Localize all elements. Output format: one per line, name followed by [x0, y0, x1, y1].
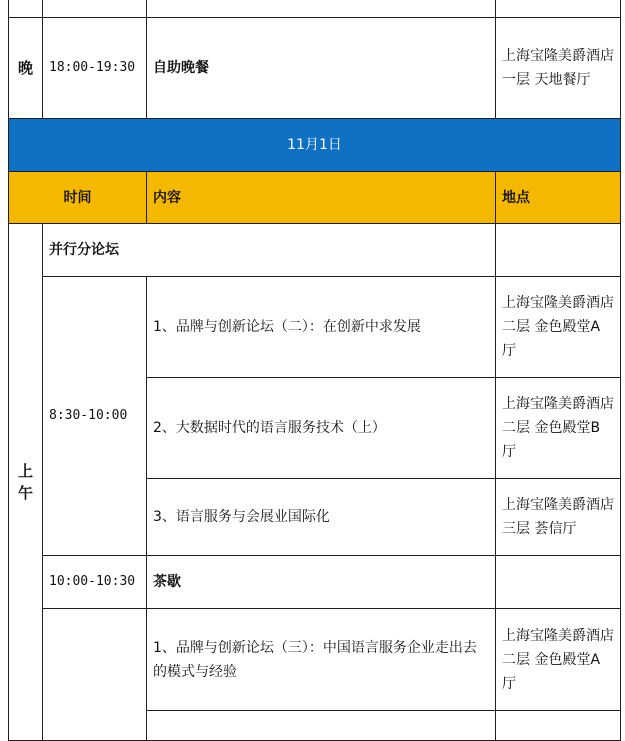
header-place: 地点 [496, 172, 621, 224]
forum-item-row [9, 609, 621, 711]
cell-empty [147, 0, 496, 18]
content-evening: 自助晚餐 [147, 18, 496, 119]
cell-empty [496, 711, 621, 741]
previous-row-tail [9, 0, 621, 18]
forum-item-content: 2、大数据时代的语言服务技术（上） [147, 378, 496, 479]
forum-item-place: 上海宝隆美爵酒店二层 金色殿堂A厅 [496, 277, 621, 378]
forum-item-content: 1、品牌与创新论坛（二）：在创新中求发展 [147, 277, 496, 378]
header-time: 时间 [9, 172, 147, 224]
evening-row [9, 18, 621, 119]
time-slot1: 8:30-10:00 [43, 277, 147, 556]
forum-item-content: 1、品牌与创新论坛（三）：中国语言服务企业走出去的模式与经验 [147, 609, 496, 711]
forum-item-row [9, 277, 621, 378]
forum-item-place: 上海宝隆美爵酒店三层 荟信厅 [496, 479, 621, 556]
time-evening: 18:00-19:30 [43, 18, 147, 119]
date-banner: 11月1日 [9, 119, 621, 172]
place-evening: 上海宝隆美爵酒店一层 天地餐厅 [496, 18, 621, 119]
time-slot2 [43, 609, 147, 741]
cell-empty [496, 556, 621, 609]
tea-break-row [9, 556, 621, 609]
time-tea: 10:00-10:30 [43, 556, 147, 609]
forum-item-content: 3、语言服务与会展业国际化 [147, 479, 496, 556]
schedule-table [8, 0, 621, 741]
session-morning [9, 224, 43, 741]
header-content: 内容 [147, 172, 496, 224]
date-banner-row [9, 119, 621, 172]
forum-item-place: 上海宝隆美爵酒店二层 金色殿堂B厅 [496, 378, 621, 479]
session-evening: 晚 [9, 18, 43, 119]
cell-empty [496, 224, 621, 277]
session-morning-label: 上午 [17, 461, 33, 502]
cell-empty [9, 0, 43, 18]
cell-empty [43, 0, 147, 18]
parallel-forum-row [9, 224, 621, 277]
cell-empty [147, 711, 496, 741]
header-row [9, 172, 621, 224]
cell-empty [496, 0, 621, 18]
forum-item-place: 上海宝隆美爵酒店二层 金色殿堂A厅 [496, 609, 621, 711]
content-tea: 茶歇 [147, 556, 496, 609]
parallel-forum-title: 并行分论坛 [43, 224, 496, 277]
